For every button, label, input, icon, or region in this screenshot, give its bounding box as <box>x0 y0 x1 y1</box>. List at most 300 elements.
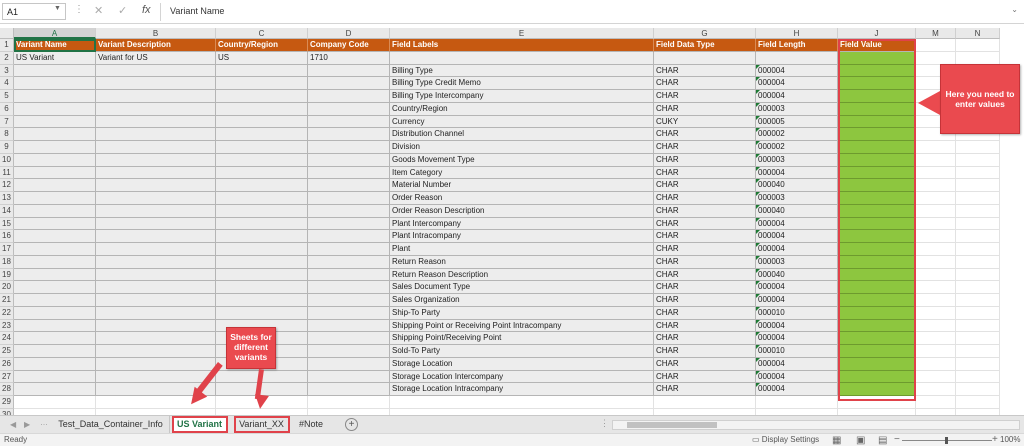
row-header[interactable]: 12 <box>0 179 14 192</box>
cell[interactable] <box>916 243 956 256</box>
field-type-cell[interactable]: CHAR <box>654 192 756 205</box>
header-cell[interactable]: Variant Description <box>96 39 216 52</box>
row-header[interactable]: 6 <box>0 103 14 116</box>
cell[interactable] <box>14 205 96 218</box>
cell[interactable] <box>308 281 390 294</box>
cell[interactable] <box>216 77 308 90</box>
formula-input[interactable]: Variant Name <box>170 6 225 16</box>
field-type-cell[interactable]: CHAR <box>654 383 756 396</box>
cell[interactable] <box>14 230 96 243</box>
column-header-0[interactable]: A <box>14 28 96 39</box>
cell[interactable] <box>96 294 216 307</box>
field-label-cell[interactable]: Storage Location <box>390 358 654 371</box>
cell[interactable] <box>916 358 956 371</box>
field-type-cell[interactable]: CHAR <box>654 358 756 371</box>
tab-us-variant[interactable]: US Variant <box>172 416 228 433</box>
field-type-cell[interactable]: CHAR <box>654 294 756 307</box>
cell[interactable] <box>308 307 390 320</box>
column-header-3[interactable]: D <box>308 28 390 39</box>
cell[interactable] <box>14 243 96 256</box>
field-value-cell[interactable] <box>838 243 916 256</box>
field-value-cell[interactable] <box>838 179 916 192</box>
field-value-cell[interactable] <box>838 383 916 396</box>
field-type-cell[interactable]: CHAR <box>654 230 756 243</box>
cell[interactable] <box>216 218 308 231</box>
field-type-cell[interactable]: CHAR <box>654 65 756 78</box>
field-value-cell[interactable] <box>838 358 916 371</box>
cell[interactable] <box>14 281 96 294</box>
cell[interactable] <box>308 128 390 141</box>
field-type-cell[interactable]: CHAR <box>654 256 756 269</box>
horizontal-scrollbar[interactable] <box>612 420 1020 430</box>
display-settings-button[interactable]: ▭ Display Settings <box>752 435 820 444</box>
zoom-in-icon[interactable]: + <box>992 434 998 445</box>
cell[interactable] <box>216 179 308 192</box>
cell[interactable] <box>96 230 216 243</box>
field-type-cell[interactable]: CHAR <box>654 103 756 116</box>
row-header[interactable]: 22 <box>0 307 14 320</box>
row-header[interactable]: 24 <box>0 332 14 345</box>
enter-icon[interactable]: ✓ <box>118 5 128 17</box>
cell[interactable] <box>14 65 96 78</box>
column-header-5[interactable]: G <box>654 28 756 39</box>
row-header[interactable]: 16 <box>0 230 14 243</box>
zoom-out-icon[interactable]: − <box>894 434 900 445</box>
row-header[interactable]: 5 <box>0 90 14 103</box>
field-type-cell[interactable]: CHAR <box>654 141 756 154</box>
row-header[interactable]: 18 <box>0 256 14 269</box>
field-value-cell[interactable] <box>838 90 916 103</box>
cell[interactable] <box>14 103 96 116</box>
cell[interactable] <box>14 294 96 307</box>
cell[interactable] <box>956 243 1000 256</box>
field-length-cell[interactable]: 000003 <box>756 256 838 269</box>
field-value-cell[interactable] <box>838 307 916 320</box>
row-header[interactable]: 21 <box>0 294 14 307</box>
cell[interactable] <box>308 256 390 269</box>
more-sheets-icon[interactable]: … <box>40 418 48 427</box>
field-label-cell[interactable]: Division <box>390 141 654 154</box>
row-header[interactable]: 23 <box>0 320 14 333</box>
field-label-cell[interactable]: Shipping Point or Receiving Point Intracompany <box>390 320 654 333</box>
cell[interactable] <box>838 396 916 409</box>
row-header[interactable]: 26 <box>0 358 14 371</box>
cell[interactable] <box>956 218 1000 231</box>
cell[interactable] <box>96 192 216 205</box>
cell[interactable] <box>216 205 308 218</box>
cell[interactable] <box>14 320 96 333</box>
field-value-cell[interactable] <box>838 371 916 384</box>
cell[interactable] <box>96 332 216 345</box>
field-length-cell[interactable]: 000004 <box>756 167 838 180</box>
cell[interactable] <box>916 141 956 154</box>
field-length-cell[interactable]: 000040 <box>756 269 838 282</box>
cell[interactable] <box>916 205 956 218</box>
field-length-cell[interactable]: 000004 <box>756 281 838 294</box>
row-header[interactable]: 27 <box>0 371 14 384</box>
row-header[interactable]: 28 <box>0 383 14 396</box>
field-value-cell[interactable] <box>838 116 916 129</box>
field-label-cell[interactable]: Currency <box>390 116 654 129</box>
field-value-cell[interactable] <box>838 205 916 218</box>
cell[interactable] <box>216 90 308 103</box>
cell[interactable] <box>14 192 96 205</box>
field-value-cell[interactable] <box>838 77 916 90</box>
row-header[interactable]: 17 <box>0 243 14 256</box>
cell[interactable] <box>216 281 308 294</box>
scrollbar-thumb[interactable] <box>627 422 717 428</box>
column-header-1[interactable]: B <box>96 28 216 39</box>
field-length-cell[interactable]: 000004 <box>756 90 838 103</box>
cell[interactable] <box>96 116 216 129</box>
cell[interactable] <box>916 332 956 345</box>
cell[interactable] <box>14 179 96 192</box>
field-label-cell[interactable]: Return Reason Description <box>390 269 654 282</box>
row-header[interactable]: 9 <box>0 141 14 154</box>
cell[interactable] <box>96 320 216 333</box>
cell[interactable] <box>956 281 1000 294</box>
cell[interactable] <box>390 52 654 65</box>
field-value-cell[interactable] <box>838 128 916 141</box>
cell[interactable] <box>308 358 390 371</box>
field-length-cell[interactable]: 000002 <box>756 141 838 154</box>
row-header[interactable]: 8 <box>0 128 14 141</box>
page-break-preview-icon[interactable]: ▤ <box>878 435 888 446</box>
scroll-left-icon[interactable]: ◀ <box>10 420 17 429</box>
field-length-cell[interactable]: 000004 <box>756 243 838 256</box>
field-value-cell[interactable] <box>838 52 916 65</box>
tab-test-data-container-info[interactable]: Test_Data_Container_Info <box>52 416 170 433</box>
field-length-cell[interactable]: 000004 <box>756 218 838 231</box>
cell[interactable] <box>916 320 956 333</box>
cell[interactable] <box>956 371 1000 384</box>
field-label-cell[interactable]: Order Reason Description <box>390 205 654 218</box>
cell[interactable] <box>916 345 956 358</box>
cell[interactable] <box>956 307 1000 320</box>
cell[interactable] <box>956 230 1000 243</box>
cell[interactable] <box>96 243 216 256</box>
insert-function-icon[interactable]: fx <box>142 4 151 16</box>
cell[interactable] <box>956 179 1000 192</box>
field-value-cell[interactable] <box>838 103 916 116</box>
field-length-cell[interactable]: 000003 <box>756 192 838 205</box>
column-header-7[interactable]: J <box>838 28 916 39</box>
header-cell[interactable]: Field Labels <box>390 39 654 52</box>
cell[interactable] <box>308 167 390 180</box>
field-length-cell[interactable]: 000003 <box>756 103 838 116</box>
cell[interactable] <box>390 396 654 409</box>
field-label-cell[interactable]: Goods Movement Type <box>390 154 654 167</box>
field-length-cell[interactable]: 000010 <box>756 307 838 320</box>
field-label-cell[interactable]: Plant Intercompany <box>390 218 654 231</box>
cell[interactable] <box>14 256 96 269</box>
field-type-cell[interactable]: CHAR <box>654 154 756 167</box>
field-value-cell[interactable] <box>838 65 916 78</box>
field-type-cell[interactable]: CHAR <box>654 269 756 282</box>
cell[interactable] <box>956 167 1000 180</box>
cell[interactable] <box>216 192 308 205</box>
cell[interactable]: US <box>216 52 308 65</box>
cell[interactable] <box>308 230 390 243</box>
cell[interactable] <box>96 65 216 78</box>
column-header-9[interactable]: N <box>956 28 1000 39</box>
field-value-cell[interactable] <box>838 269 916 282</box>
cell[interactable] <box>14 358 96 371</box>
column-header-6[interactable]: H <box>756 28 838 39</box>
cell[interactable] <box>308 65 390 78</box>
cell[interactable] <box>14 396 96 409</box>
field-length-cell[interactable]: 000004 <box>756 294 838 307</box>
field-label-cell[interactable]: Material Number <box>390 179 654 192</box>
field-label-cell[interactable]: Sales Organization <box>390 294 654 307</box>
scroll-right-icon[interactable]: ▶ <box>24 420 31 429</box>
field-label-cell[interactable]: Country/Region <box>390 103 654 116</box>
field-value-cell[interactable] <box>838 256 916 269</box>
cell[interactable] <box>96 307 216 320</box>
cell[interactable] <box>216 294 308 307</box>
row-header[interactable]: 20 <box>0 281 14 294</box>
zoom-level[interactable]: 100% <box>1000 435 1021 444</box>
field-length-cell[interactable]: 000040 <box>756 205 838 218</box>
cell[interactable] <box>96 128 216 141</box>
cell[interactable] <box>916 154 956 167</box>
tab-note[interactable]: #Note <box>298 419 324 429</box>
cell[interactable] <box>14 116 96 129</box>
row-header[interactable]: 25 <box>0 345 14 358</box>
cell[interactable] <box>14 332 96 345</box>
cell[interactable] <box>96 179 216 192</box>
cell[interactable] <box>308 269 390 282</box>
field-type-cell[interactable]: CHAR <box>654 243 756 256</box>
cell[interactable] <box>308 371 390 384</box>
field-type-cell[interactable]: CHAR <box>654 371 756 384</box>
field-label-cell[interactable]: Sales Document Type <box>390 281 654 294</box>
column-header-8[interactable]: M <box>916 28 956 39</box>
field-length-cell[interactable]: 000004 <box>756 230 838 243</box>
field-length-cell[interactable]: 000004 <box>756 320 838 333</box>
field-label-cell[interactable]: Return Reason <box>390 256 654 269</box>
cell[interactable] <box>308 243 390 256</box>
cell[interactable] <box>96 103 216 116</box>
cell[interactable]: US Variant <box>14 52 96 65</box>
header-cell[interactable]: Variant Name <box>14 39 96 52</box>
row-header[interactable]: 14 <box>0 205 14 218</box>
cell[interactable] <box>216 116 308 129</box>
field-type-cell[interactable]: CHAR <box>654 128 756 141</box>
column-header-4[interactable]: E <box>390 28 654 39</box>
field-length-cell[interactable]: 000002 <box>756 128 838 141</box>
cell[interactable] <box>14 371 96 384</box>
cell[interactable] <box>956 141 1000 154</box>
field-label-cell[interactable]: Ship-To Party <box>390 307 654 320</box>
field-type-cell[interactable]: CHAR <box>654 77 756 90</box>
cell[interactable] <box>956 396 1000 409</box>
row-header[interactable]: 15 <box>0 218 14 231</box>
header-cell[interactable]: Field Length <box>756 39 838 52</box>
field-type-cell[interactable]: CHAR <box>654 345 756 358</box>
cell[interactable] <box>956 345 1000 358</box>
cell[interactable] <box>956 383 1000 396</box>
cell[interactable] <box>308 192 390 205</box>
row-header[interactable]: 1 <box>0 39 14 52</box>
field-length-cell[interactable]: 000004 <box>756 65 838 78</box>
cell[interactable] <box>308 141 390 154</box>
cell[interactable] <box>96 345 216 358</box>
cancel-icon[interactable]: ✕ <box>94 5 104 17</box>
cell[interactable] <box>308 294 390 307</box>
field-type-cell[interactable]: CHAR <box>654 90 756 103</box>
cell[interactable] <box>216 307 308 320</box>
column-header-2[interactable]: C <box>216 28 308 39</box>
field-label-cell[interactable]: Billing Type Intercompany <box>390 90 654 103</box>
row-header[interactable]: 3 <box>0 65 14 78</box>
field-length-cell[interactable]: 000004 <box>756 77 838 90</box>
field-label-cell[interactable]: Distribution Channel <box>390 128 654 141</box>
field-type-cell[interactable]: CHAR <box>654 205 756 218</box>
cell[interactable] <box>216 65 308 78</box>
field-value-cell[interactable] <box>838 167 916 180</box>
cell[interactable] <box>96 90 216 103</box>
field-value-cell[interactable] <box>838 294 916 307</box>
cell[interactable]: 1710 <box>308 52 390 65</box>
field-label-cell[interactable]: Order Reason <box>390 192 654 205</box>
cell[interactable] <box>956 358 1000 371</box>
cell[interactable] <box>956 294 1000 307</box>
cell[interactable] <box>14 128 96 141</box>
cell[interactable] <box>956 269 1000 282</box>
cell[interactable] <box>916 167 956 180</box>
cell[interactable] <box>216 141 308 154</box>
cell[interactable] <box>14 269 96 282</box>
field-length-cell[interactable]: 000005 <box>756 116 838 129</box>
cell[interactable] <box>14 218 96 231</box>
cell[interactable] <box>216 269 308 282</box>
cell[interactable] <box>216 243 308 256</box>
cell[interactable]: Variant for US <box>96 52 216 65</box>
field-type-cell[interactable]: CHAR <box>654 167 756 180</box>
cell[interactable] <box>654 396 756 409</box>
cell[interactable] <box>96 358 216 371</box>
add-sheet-icon[interactable]: + <box>345 418 358 431</box>
cell[interactable] <box>14 77 96 90</box>
cell[interactable] <box>308 218 390 231</box>
field-value-cell[interactable] <box>838 192 916 205</box>
cell[interactable] <box>14 167 96 180</box>
field-type-cell[interactable]: CHAR <box>654 179 756 192</box>
cell[interactable] <box>308 320 390 333</box>
cell[interactable] <box>216 103 308 116</box>
cell[interactable] <box>216 128 308 141</box>
header-cell[interactable]: Field Value <box>838 39 916 52</box>
cell[interactable] <box>308 116 390 129</box>
field-length-cell[interactable]: 000004 <box>756 358 838 371</box>
field-value-cell[interactable] <box>838 141 916 154</box>
field-label-cell[interactable]: Sold-To Party <box>390 345 654 358</box>
cell[interactable] <box>14 154 96 167</box>
field-length-cell[interactable]: 000040 <box>756 179 838 192</box>
field-value-cell[interactable] <box>838 345 916 358</box>
cell[interactable] <box>216 230 308 243</box>
select-all-corner[interactable] <box>0 28 14 39</box>
cell[interactable] <box>916 52 956 65</box>
field-label-cell[interactable]: Storage Location Intracompany <box>390 383 654 396</box>
field-label-cell[interactable]: Billing Type <box>390 65 654 78</box>
header-cell[interactable]: Country/Region <box>216 39 308 52</box>
field-value-cell[interactable] <box>838 218 916 231</box>
cell[interactable] <box>96 167 216 180</box>
field-type-cell[interactable]: CHAR <box>654 320 756 333</box>
row-header[interactable]: 19 <box>0 269 14 282</box>
cell[interactable] <box>14 90 96 103</box>
field-value-cell[interactable] <box>838 320 916 333</box>
field-value-cell[interactable] <box>838 332 916 345</box>
cell[interactable] <box>96 281 216 294</box>
cell[interactable] <box>756 52 838 65</box>
field-length-cell[interactable]: 000004 <box>756 332 838 345</box>
cell[interactable] <box>14 383 96 396</box>
cell[interactable] <box>916 218 956 231</box>
field-type-cell[interactable]: CHAR <box>654 332 756 345</box>
cell[interactable] <box>956 154 1000 167</box>
zoom-slider-thumb[interactable] <box>945 437 948 444</box>
field-type-cell[interactable]: CHAR <box>654 307 756 320</box>
row-header[interactable]: 10 <box>0 154 14 167</box>
cell[interactable] <box>654 52 756 65</box>
cell[interactable] <box>96 256 216 269</box>
cell[interactable] <box>216 256 308 269</box>
field-label-cell[interactable]: Item Category <box>390 167 654 180</box>
expand-formula-icon[interactable]: ⌄ <box>1011 5 1018 14</box>
field-value-cell[interactable] <box>838 154 916 167</box>
row-header[interactable]: 2 <box>0 52 14 65</box>
cell[interactable] <box>956 332 1000 345</box>
cell[interactable] <box>916 230 956 243</box>
field-label-cell[interactable]: Shipping Point/Receiving Point <box>390 332 654 345</box>
cell[interactable] <box>96 218 216 231</box>
cell[interactable] <box>14 141 96 154</box>
cell[interactable] <box>308 332 390 345</box>
row-header[interactable]: 7 <box>0 116 14 129</box>
cell[interactable] <box>756 396 838 409</box>
cell[interactable] <box>956 205 1000 218</box>
cell[interactable] <box>14 307 96 320</box>
row-header[interactable]: 13 <box>0 192 14 205</box>
field-length-cell[interactable]: 000010 <box>756 345 838 358</box>
field-label-cell[interactable]: Billing Type Credit Memo <box>390 77 654 90</box>
cell[interactable] <box>308 90 390 103</box>
row-header[interactable]: 4 <box>0 77 14 90</box>
normal-view-icon[interactable]: ▦ <box>832 435 842 446</box>
field-length-cell[interactable]: 000003 <box>756 154 838 167</box>
cell[interactable] <box>916 179 956 192</box>
cell[interactable] <box>96 371 216 384</box>
cell[interactable] <box>916 371 956 384</box>
field-length-cell[interactable]: 000004 <box>756 371 838 384</box>
cell[interactable] <box>308 103 390 116</box>
cell[interactable] <box>916 269 956 282</box>
cell[interactable] <box>916 281 956 294</box>
cell[interactable] <box>956 52 1000 65</box>
tab-variant-xx[interactable]: Variant_XX <box>234 416 290 433</box>
cell[interactable] <box>308 383 390 396</box>
cell[interactable] <box>308 205 390 218</box>
cell[interactable] <box>216 167 308 180</box>
cell[interactable] <box>956 192 1000 205</box>
field-type-cell[interactable]: CHAR <box>654 281 756 294</box>
cell[interactable] <box>96 77 216 90</box>
row-header[interactable]: 11 <box>0 167 14 180</box>
cell[interactable] <box>916 256 956 269</box>
